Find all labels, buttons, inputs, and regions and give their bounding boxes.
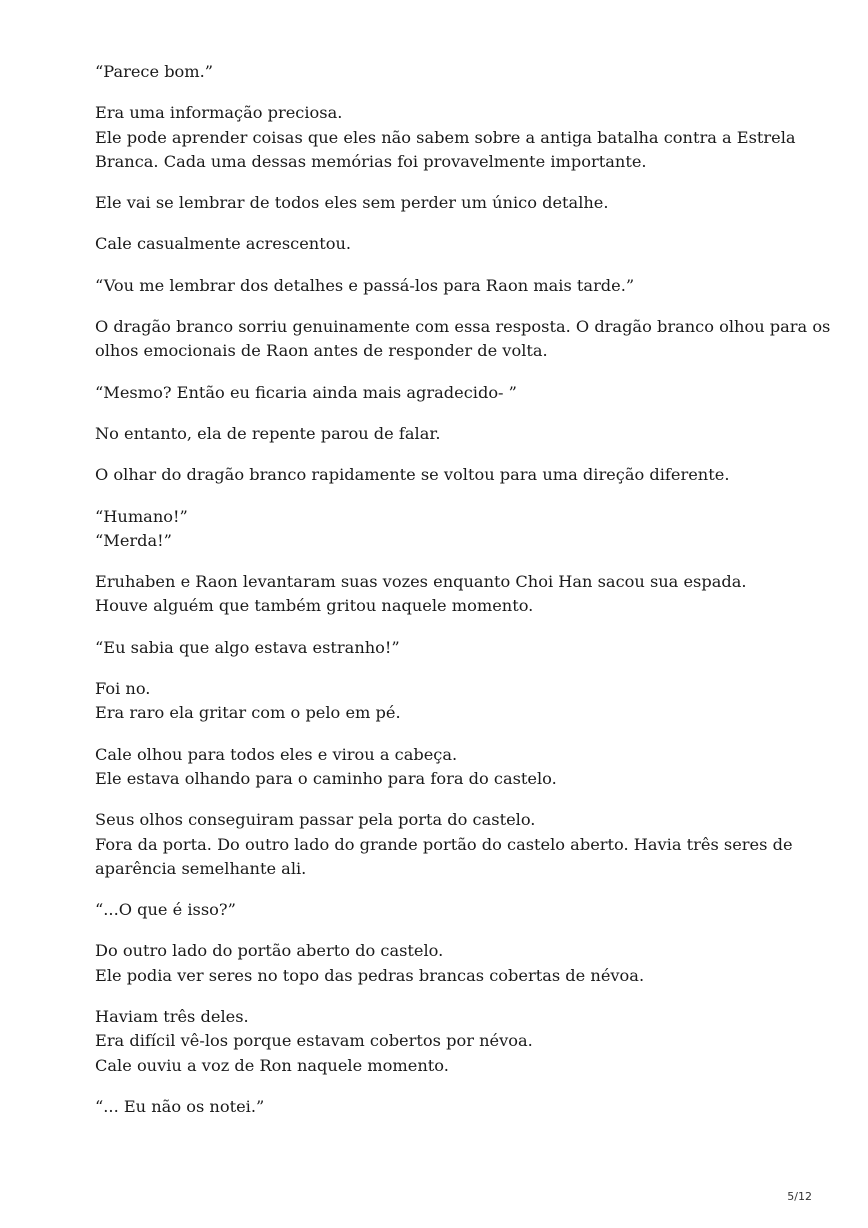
paragraph <box>95 939 795 988</box>
paragraph <box>95 677 795 726</box>
paragraph <box>95 743 795 792</box>
text-line: “Merda!” <box>95 530 172 550</box>
paragraph <box>95 422 795 446</box>
paragraph <box>95 232 795 256</box>
paragraph <box>95 898 795 922</box>
paragraph <box>95 381 795 405</box>
paragraph <box>95 60 795 84</box>
paragraph <box>95 463 795 487</box>
paragraph <box>95 1095 795 1119</box>
text-line: “Parece bom.” <box>95 62 214 81</box>
text-line: aparência semelhante ali. <box>95 858 307 878</box>
text-line: Ele estava olhando para o caminho para fora do castelo. <box>95 768 557 788</box>
text-line: olhos emocionais de Raon antes de responder de volta. <box>95 341 548 361</box>
paragraph <box>95 274 795 298</box>
text-line: Cale ouviu a voz de Ron naquele momento. <box>95 1055 449 1075</box>
text-line: Era difícil vê-los porque estavam cobertos por névoa. <box>95 1031 533 1051</box>
text-line: Ele pode aprender coisas que eles não sabem sobre a antiga batalha contra a Estrela <box>95 127 796 147</box>
text-line: Branca. Cada uma dessas memórias foi provavelmente importante. <box>95 151 647 171</box>
paragraph <box>95 505 795 554</box>
text-line: Haviam três deles. <box>95 1007 249 1027</box>
paragraph <box>95 570 795 619</box>
text-line: Eruhaben e Raon levantaram suas vozes enquanto Choi Han sacou sua espada. <box>95 572 747 592</box>
text-line: Houve alguém que também gritou naquele momento. <box>95 596 534 616</box>
text-line: O olhar do dragão branco rapidamente se voltou para uma direção diferente. <box>95 465 730 485</box>
text-line: No entanto, ela de repente parou de falar. <box>95 423 441 443</box>
text-line: “... Eu não os notei.” <box>95 1096 265 1116</box>
text-line: Fora da porta. Do outro lado do grande portão do castelo aberto. Havia três seres de <box>95 834 793 854</box>
text-line: Cale casualmente acrescentou. <box>95 234 352 254</box>
text-line: Cale olhou para todos eles e virou a cabeça. <box>95 744 458 764</box>
paragraph <box>95 1005 795 1078</box>
text-line: “Humano!” <box>95 506 188 526</box>
text-line: Era raro ela gritar com o pelo em pé. <box>95 703 401 723</box>
page-number: 5/12 <box>787 1190 812 1203</box>
text-line: O dragão branco sorriu genuinamente com essa resposta. O dragão branco olhou para os <box>95 317 831 337</box>
paragraph <box>95 315 831 364</box>
paragraph <box>95 191 795 215</box>
text-line: Era uma informação preciosa. <box>95 103 343 123</box>
paragraph <box>95 808 795 881</box>
text-line: Ele podia ver seres no topo das pedras brancas cobertas de névoa. <box>95 965 645 985</box>
text-line: “Mesmo? Então eu ficaria ainda mais agradecido- ” <box>95 382 517 402</box>
paragraph <box>95 101 795 174</box>
text-line: Do outro lado do portão aberto do castelo. <box>95 941 444 961</box>
text-line: “Eu sabia que algo estava estranho!” <box>95 637 400 657</box>
text-line: “...O que é isso?” <box>95 900 236 920</box>
text-line: Seus olhos conseguiram passar pela porta do castelo. <box>95 810 536 830</box>
text-line: Foi no. <box>95 679 151 699</box>
paragraph <box>95 636 795 660</box>
document-body <box>95 60 831 1136</box>
text-line: Ele vai se lembrar de todos eles sem perder um único detalhe. <box>95 193 609 213</box>
text-line: “Vou me lembrar dos detalhes e passá-los para Raon mais tarde.” <box>95 275 635 295</box>
